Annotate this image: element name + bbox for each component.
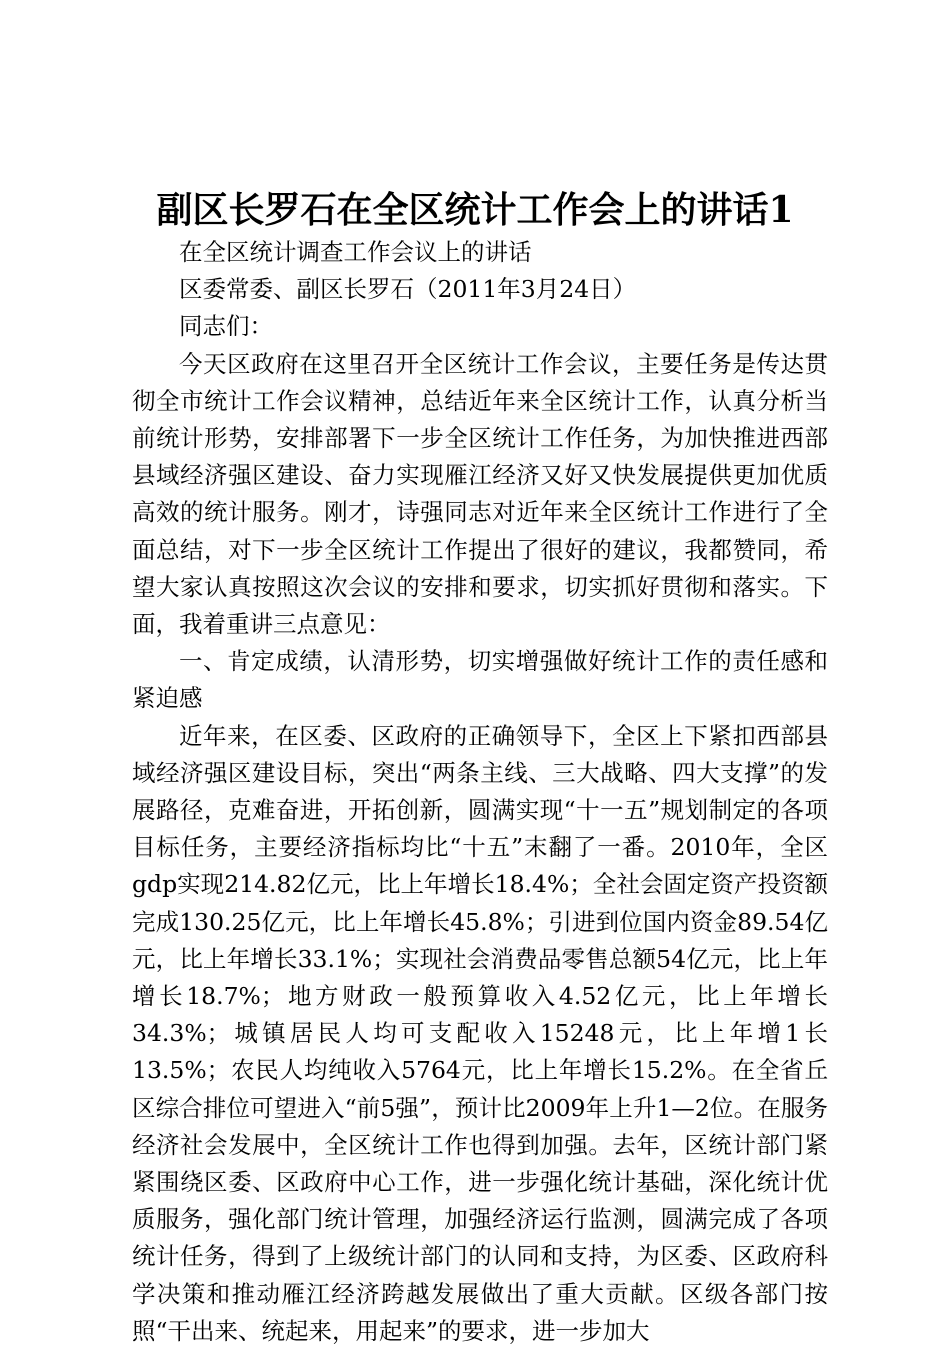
paragraph-intro: 今天区政府在这里召开全区统计工作会议，主要任务是传达贯彻全市统计工作会议精神，总结近年来全区统计工作，认真分析当前统计形势，安排部署下一步全区统计工作任务，为加快推进西部县域经济强区建设、奋力实现雁江经济又好又快发展提供更加优质高效的统计服务。刚才，诗强同志对近年来全区统计工作进行了全面总结，对下一步全区统计工作提出了很好的建议，我都赞同，希望大家认真按照这次会议的安排和要求，切实抓好贯彻和落实。下面，我着重讲三点意见： (132, 349, 828, 639)
document-title: 副区长罗石在全区统计工作会上的讲话1 (156, 189, 794, 231)
document-body (132, 234, 828, 1350)
section-heading-1: 一、肯定成绩，认清形势，切实增强做好统计工作的责任感和紧迫感 (132, 647, 828, 713)
speaker-line: 区委常委、副区长罗石（2011年3月24日） (179, 275, 637, 304)
speech-subtitle: 在全区统计调查工作会议上的讲话 (179, 238, 532, 266)
paragraph-achievements: 近年来，在区委、区政府的正确领导下，全区上下紧扣西部县域经济强区建设目标，突出“两条主线、三大战略、四大支撑”的发展路径，克难奋进，开拓创新，圆满实现“十一五”规划制定的各项目标任务，主要经济指标均比“十五”末翻了一番。2010年，全区gdp实现214.82亿元，比上年增长18.4%；全社会固定资产投资额完成130.25亿元，比上年增长45.8%；引进到位国内资金89.54亿元，比上年增长33.1%；实现社会消费品零售总额54亿元，比上年增长18.7%；地方财政一般预算收入4.52亿元，比上年增长34.3%；城镇居民人均可支配收入15248元，比上年增1长13.5%；农民人均纯收入5764元，比上年增长15.2%。在全省丘区综合排位可望进入“前5强”，预计比2009年上升1—2位。在服务经济社会发展中，全区统计工作也得到加强。去年，区统计部门紧紧围绕区委、区政府中心工作，进一步强化统计基础，深化统计优质服务，强化部门统计管理，加强经济运行监测，圆满完成了各项统计任务，得到了上级统计部门的认同和支持，为区委、区政府科学决策和推动雁江经济跨越发展做出了重大贡献。区级各部门按照“干出来、统起来，用起来”的要求，进一步加大 (132, 721, 828, 1345)
salutation: 同志们： (179, 312, 273, 341)
